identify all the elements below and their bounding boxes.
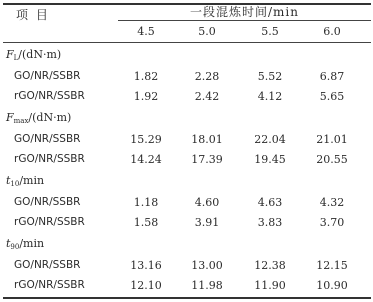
row-label: rGO/NR/SSBR	[14, 153, 85, 165]
table-cell: 1.92	[133, 90, 159, 103]
table-cell: 5.52	[257, 70, 283, 83]
section-heading: $F_{max}/(dN\cdot m)$	[6, 111, 72, 125]
table-cell: 13.00	[191, 259, 223, 272]
table-cell: 4.63	[257, 196, 283, 209]
table-cell: 1.82	[133, 70, 159, 83]
table-bottom-rule	[3, 297, 371, 299]
column-header: 5.5	[261, 25, 279, 38]
row-label: GO/NR/SSBR	[14, 196, 81, 208]
item-column-header: 项 目	[16, 8, 50, 22]
table-cell: 12.15	[316, 259, 348, 272]
table-cell: 4.60	[194, 196, 220, 209]
table-cell: 3.91	[194, 216, 220, 229]
column-header: 5.0	[198, 25, 216, 38]
row-label: GO/NR/SSBR	[14, 70, 81, 82]
table-cell: 11.90	[254, 279, 286, 292]
section-heading: $t_{10}/\min$	[6, 174, 45, 188]
column-header: 6.0	[323, 25, 341, 38]
table-cell: 13.16	[130, 259, 162, 272]
table-cell: 21.01	[316, 133, 348, 146]
table-cell: 6.87	[319, 70, 345, 83]
table-cell: 12.38	[254, 259, 286, 272]
row-label: GO/NR/SSBR	[14, 133, 81, 145]
table-cell: 12.10	[130, 279, 162, 292]
table-cell: 3.83	[257, 216, 283, 229]
column-header: 4.5	[137, 25, 155, 38]
table-top-rule	[3, 3, 371, 5]
table-cell: 2.42	[194, 90, 220, 103]
row-label: rGO/NR/SSBR	[14, 216, 85, 228]
table-cell: 10.90	[316, 279, 348, 292]
table-cell: 20.55	[316, 153, 348, 166]
table-cell: 4.32	[319, 196, 345, 209]
table-cell: 5.65	[319, 90, 345, 103]
table-cell: 1.58	[133, 216, 159, 229]
row-label: rGO/NR/SSBR	[14, 279, 85, 291]
section-heading: $t_{90}/\min$	[6, 237, 45, 251]
table-cell: 2.28	[194, 70, 220, 83]
table-cell: 14.24	[130, 153, 162, 166]
header-bottom-rule	[3, 42, 371, 43]
table-cell: 22.04	[254, 133, 286, 146]
table-cell: 15.29	[130, 133, 162, 146]
table-cell: 1.18	[133, 196, 159, 209]
table-cell: 11.98	[191, 279, 223, 292]
section-heading: $F_L/(dN\cdot m)$	[6, 48, 62, 62]
group-header-rule	[118, 20, 371, 21]
mixing-time-group-header: 一段混炼时间/min	[190, 5, 299, 19]
table-cell: 19.45	[254, 153, 286, 166]
table-cell: 4.12	[257, 90, 283, 103]
table-cell: 18.01	[191, 133, 223, 146]
table-cell: 3.70	[319, 216, 345, 229]
row-label: rGO/NR/SSBR	[14, 90, 85, 102]
row-label: GO/NR/SSBR	[14, 259, 81, 271]
table-cell: 17.39	[191, 153, 223, 166]
